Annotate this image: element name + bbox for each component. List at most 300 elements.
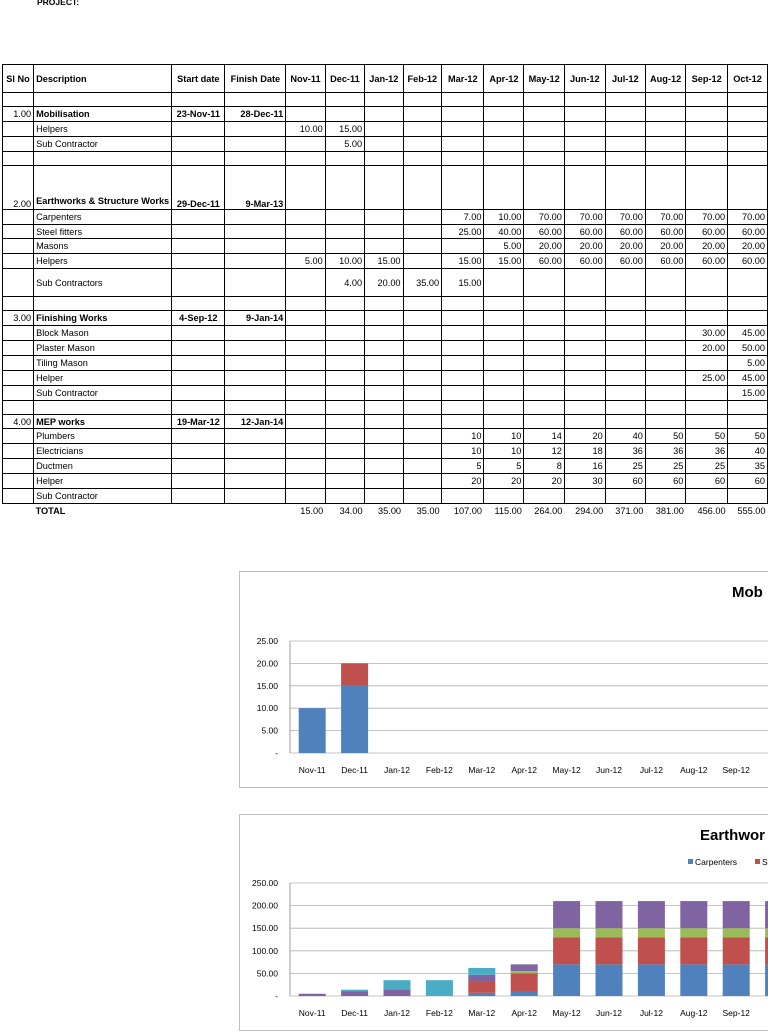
- table-cell: [605, 121, 645, 136]
- table-cell: [172, 151, 225, 165]
- table-row: [3, 414, 768, 429]
- header-row: [3, 65, 768, 93]
- table-cell: 50: [686, 429, 728, 444]
- table-cell: [34, 400, 172, 414]
- table-cell: 4.00: [3, 414, 34, 429]
- x-tick-label: Nov-11: [298, 1008, 326, 1018]
- table-cell: [605, 370, 645, 385]
- table-cell: [225, 459, 286, 474]
- legend-swatch: [688, 859, 693, 864]
- bar: [553, 928, 580, 937]
- column-header: Jan-12: [365, 65, 403, 93]
- table-cell: 36: [645, 444, 685, 459]
- table-cell: [365, 459, 403, 474]
- table-cell: [484, 121, 524, 136]
- table-cell: [172, 93, 225, 107]
- table-cell: 28-Dec-11: [225, 107, 286, 122]
- table-cell: 264.00: [534, 506, 563, 517]
- table-cell: 30.00: [686, 326, 728, 341]
- table-cell: Helper: [34, 474, 172, 489]
- x-tick-label: Aug-12: [680, 765, 708, 775]
- table-cell: [564, 489, 605, 504]
- table-cell: [605, 151, 645, 165]
- bar: [341, 663, 368, 685]
- table-cell: [605, 326, 645, 341]
- table-cell: [325, 297, 364, 311]
- table-cell: 20.00: [524, 239, 564, 254]
- table-cell: [34, 297, 172, 311]
- table-cell: 15.00: [365, 254, 403, 269]
- table-cell: 10.00: [325, 254, 364, 269]
- table-cell: [484, 107, 524, 122]
- table-cell: 60.00: [564, 254, 605, 269]
- table-cell: [286, 400, 325, 414]
- table-cell: [605, 311, 645, 326]
- table-row: [3, 93, 768, 107]
- table-row: [3, 474, 768, 489]
- table-cell: [3, 239, 34, 254]
- x-tick-label: Jan-12: [384, 765, 410, 775]
- table-cell: [225, 341, 286, 356]
- table-row: [3, 151, 768, 165]
- table-cell: [564, 311, 605, 326]
- table-cell: [686, 489, 728, 504]
- table-cell: [564, 341, 605, 356]
- table-cell: [325, 311, 364, 326]
- table-cell: 25: [605, 459, 645, 474]
- table-cell: [442, 239, 484, 254]
- table-cell: 25.00: [442, 224, 484, 239]
- table-cell: [365, 165, 403, 209]
- table-cell: [286, 370, 325, 385]
- table-cell: [605, 341, 645, 356]
- table-cell: 19-Mar-12: [172, 414, 225, 429]
- table-cell: [403, 165, 442, 209]
- table-cell: 60: [728, 474, 768, 489]
- table-cell: 15.00: [325, 121, 364, 136]
- table-cell: [225, 400, 286, 414]
- table-row: [3, 239, 768, 254]
- table-row: [3, 107, 768, 122]
- table-cell: [286, 107, 325, 122]
- bar: [723, 901, 750, 928]
- table-cell: [225, 136, 286, 151]
- table-cell: [325, 414, 364, 429]
- table-cell: [172, 269, 225, 297]
- bar: [596, 937, 623, 964]
- table-cell: 36: [605, 444, 645, 459]
- table-cell: [484, 414, 524, 429]
- column-header: Start date: [172, 65, 225, 93]
- table-cell: 5: [442, 459, 484, 474]
- table-cell: [286, 474, 325, 489]
- table-cell: [645, 414, 685, 429]
- table-cell: 60.00: [645, 224, 685, 239]
- table-cell: [225, 209, 286, 224]
- table-cell: [442, 385, 484, 400]
- table-cell: [325, 444, 364, 459]
- table-cell: 18: [564, 444, 605, 459]
- x-tick-label: Mar-12: [468, 765, 496, 775]
- table-cell: [686, 400, 728, 414]
- table-cell: 45.00: [728, 370, 768, 385]
- table-cell: [484, 136, 524, 151]
- table-cell: [3, 429, 34, 444]
- table-cell: [365, 151, 403, 165]
- table-cell: 20: [524, 474, 564, 489]
- table-cell: Sub Contractor: [34, 385, 172, 400]
- table-cell: [403, 341, 442, 356]
- table-cell: [172, 224, 225, 239]
- table-cell: [365, 297, 403, 311]
- table-cell: [225, 474, 286, 489]
- bar: [723, 964, 750, 996]
- table-cell: 115.00: [494, 506, 522, 517]
- table-cell: [325, 151, 364, 165]
- table-cell: [3, 136, 34, 151]
- table-cell: [442, 355, 484, 370]
- table-cell: [172, 459, 225, 474]
- table-cell: 15.00: [484, 254, 524, 269]
- table-cell: [686, 121, 728, 136]
- column-header: May-12: [524, 65, 564, 93]
- table-cell: 12-Jan-14: [225, 414, 286, 429]
- table-cell: [365, 209, 403, 224]
- bar: [299, 994, 326, 996]
- table-cell: [564, 107, 605, 122]
- table-cell: [484, 400, 524, 414]
- table-cell: [172, 254, 225, 269]
- table-cell: 40: [605, 429, 645, 444]
- table-cell: [442, 414, 484, 429]
- table-row: [3, 297, 768, 311]
- table-cell: [645, 355, 685, 370]
- table-cell: 70.00: [524, 209, 564, 224]
- column-header: Description: [34, 65, 172, 93]
- table-cell: 14: [524, 429, 564, 444]
- table-cell: [403, 239, 442, 254]
- table-cell: [524, 385, 564, 400]
- column-header: Sl No: [3, 65, 34, 93]
- table-cell: [286, 209, 325, 224]
- x-tick-label: Jun-12: [596, 1008, 622, 1018]
- table-cell: Plumbers: [34, 429, 172, 444]
- table-cell: [442, 370, 484, 385]
- table-cell: [3, 209, 34, 224]
- table-cell: [605, 297, 645, 311]
- table-cell: [524, 370, 564, 385]
- table-cell: 23-Nov-11: [172, 107, 225, 122]
- table-cell: [564, 297, 605, 311]
- table-cell: 20.00: [686, 239, 728, 254]
- table-cell: [172, 297, 225, 311]
- table-cell: [564, 136, 605, 151]
- y-tick-label: 20.00: [256, 658, 278, 669]
- table-cell: [365, 489, 403, 504]
- table-cell: [172, 341, 225, 356]
- table-cell: 60: [645, 474, 685, 489]
- table-cell: [645, 326, 685, 341]
- table-cell: [484, 297, 524, 311]
- table-cell: 60.00: [686, 254, 728, 269]
- bar: [553, 964, 580, 996]
- table-cell: [365, 239, 403, 254]
- table-cell: [728, 165, 768, 209]
- bar: [638, 964, 665, 996]
- table-cell: [3, 474, 34, 489]
- table-cell: [286, 269, 325, 297]
- table-cell: 60: [686, 474, 728, 489]
- table-cell: 70.00: [605, 209, 645, 224]
- table-cell: [325, 355, 364, 370]
- table-row: [3, 489, 768, 504]
- table-cell: 5.00: [325, 136, 364, 151]
- table-cell: [728, 297, 768, 311]
- table-cell: 1.00: [3, 107, 34, 122]
- table-cell: [442, 151, 484, 165]
- table-cell: 50.00: [728, 341, 768, 356]
- table-cell: 10: [442, 429, 484, 444]
- table-cell: [3, 326, 34, 341]
- table-cell: [564, 385, 605, 400]
- table-cell: 4.00: [325, 269, 364, 297]
- table-cell: Sub Contractors: [34, 269, 172, 297]
- chart-plot: [240, 572, 768, 787]
- table-cell: 20.00: [365, 269, 403, 297]
- table-cell: [728, 400, 768, 414]
- table-cell: [365, 341, 403, 356]
- table-cell: Mobilisation: [34, 107, 172, 122]
- table-cell: [442, 311, 484, 326]
- table-cell: 7.00: [442, 209, 484, 224]
- table-cell: [403, 121, 442, 136]
- table-cell: [325, 107, 364, 122]
- table-cell: [325, 341, 364, 356]
- table-cell: [325, 385, 364, 400]
- table-cell: [564, 165, 605, 209]
- table-cell: [325, 489, 364, 504]
- table-cell: [645, 121, 685, 136]
- table-cell: [442, 341, 484, 356]
- column-header: Jul-12: [605, 65, 645, 93]
- table-cell: 15.00: [728, 385, 768, 400]
- table-cell: [225, 269, 286, 297]
- table-cell: [286, 385, 325, 400]
- table-cell: [3, 341, 34, 356]
- table-cell: 25: [686, 459, 728, 474]
- table-cell: [645, 311, 685, 326]
- table-cell: [524, 355, 564, 370]
- table-cell: [225, 385, 286, 400]
- table-cell: [728, 311, 768, 326]
- table-cell: Masons: [34, 239, 172, 254]
- bar: [723, 937, 750, 964]
- table-cell: [365, 93, 403, 107]
- legend-label: Carpenters: [695, 857, 738, 867]
- table-cell: [365, 474, 403, 489]
- table-cell: [225, 503, 286, 518]
- table-cell: [728, 121, 768, 136]
- table-cell: [524, 93, 564, 107]
- table-cell: 9-Jan-14: [225, 311, 286, 326]
- table-cell: Finishing Works: [34, 311, 172, 326]
- table-cell: [3, 254, 34, 269]
- table-cell: [3, 93, 34, 107]
- table-cell: [645, 400, 685, 414]
- table-cell: [325, 239, 364, 254]
- table-cell: [225, 370, 286, 385]
- y-tick-label: 150.00: [252, 923, 278, 934]
- table-cell: 10: [484, 429, 524, 444]
- table-cell: [403, 489, 442, 504]
- table-cell: [686, 165, 728, 209]
- table-cell: [645, 107, 685, 122]
- bar: [680, 928, 707, 937]
- table-cell: [484, 151, 524, 165]
- table-cell: Helpers: [34, 254, 172, 269]
- table-cell: 70.00: [686, 209, 728, 224]
- x-tick-label: Mar-12: [468, 1008, 496, 1018]
- chart-plot: [240, 815, 768, 1030]
- table-cell: [225, 355, 286, 370]
- table-cell: 70.00: [645, 209, 685, 224]
- table-cell: 35: [728, 459, 768, 474]
- x-tick-label: May-12: [552, 1008, 581, 1018]
- table-cell: [564, 355, 605, 370]
- bar: [638, 928, 665, 937]
- table-cell: [403, 400, 442, 414]
- table-cell: Earthworks & Structure Works: [34, 165, 172, 209]
- table-cell: [403, 93, 442, 107]
- table-cell: 30: [564, 474, 605, 489]
- table-cell: [286, 151, 325, 165]
- table-cell: 10.00: [484, 209, 524, 224]
- table-cell: 40: [728, 444, 768, 459]
- table-cell: [286, 341, 325, 356]
- table-cell: [524, 341, 564, 356]
- table-cell: 2.00: [3, 165, 34, 209]
- table-cell: 371.00: [615, 506, 644, 517]
- table-cell: [484, 355, 524, 370]
- y-tick-label: 15.00: [256, 680, 278, 691]
- table-cell: 15.00: [442, 269, 484, 297]
- table-cell: [645, 165, 685, 209]
- table-cell: [484, 93, 524, 107]
- table-cell: 15.00: [442, 254, 484, 269]
- bar: [511, 964, 538, 971]
- table-cell: [225, 444, 286, 459]
- table-cell: 60.00: [605, 254, 645, 269]
- table-cell: [728, 107, 768, 122]
- table-cell: 20: [442, 474, 484, 489]
- table-cell: Sub Contractor: [34, 489, 172, 504]
- table-cell: [484, 165, 524, 209]
- table-row: [3, 355, 768, 370]
- table-cell: [286, 429, 325, 444]
- table-cell: [172, 474, 225, 489]
- table-cell: 60.00: [564, 224, 605, 239]
- table-cell: [442, 136, 484, 151]
- table-cell: [286, 414, 325, 429]
- table-cell: [728, 93, 768, 107]
- mobilisation-chart: [239, 571, 768, 788]
- y-tick-label: 10.00: [256, 703, 278, 714]
- table-cell: [605, 489, 645, 504]
- table-cell: [442, 489, 484, 504]
- x-tick-label: Feb-12: [425, 765, 453, 775]
- column-header: Finish Date: [225, 65, 286, 93]
- table-cell: [564, 400, 605, 414]
- table-cell: [225, 254, 286, 269]
- table-cell: [524, 269, 564, 297]
- table-cell: 10.00: [286, 121, 325, 136]
- table-cell: [172, 503, 225, 518]
- table-row: [3, 224, 768, 239]
- table-cell: [484, 489, 524, 504]
- table-row: [3, 165, 768, 209]
- table-cell: [325, 400, 364, 414]
- y-tick-label: 100.00: [252, 945, 278, 956]
- x-tick-label: Dec-11: [341, 1008, 368, 1018]
- table-cell: [286, 459, 325, 474]
- table-cell: [365, 136, 403, 151]
- table-cell: [172, 400, 225, 414]
- table-cell: [286, 311, 325, 326]
- table-row: [3, 311, 768, 326]
- table-cell: 35.00: [403, 269, 442, 297]
- table-cell: 8: [524, 459, 564, 474]
- table-cell: [524, 121, 564, 136]
- table-cell: [172, 429, 225, 444]
- table-cell: [172, 489, 225, 504]
- table-cell: [605, 385, 645, 400]
- table-cell: [564, 370, 605, 385]
- chart-title: Mob: [732, 584, 763, 601]
- table-cell: [325, 429, 364, 444]
- table-cell: 34.00: [339, 506, 363, 517]
- table-cell: [3, 121, 34, 136]
- bar: [596, 901, 623, 928]
- table-cell: [728, 136, 768, 151]
- table-cell: [325, 209, 364, 224]
- table-cell: [484, 385, 524, 400]
- table-cell: [564, 326, 605, 341]
- table-cell: [403, 136, 442, 151]
- table-cell: 60: [605, 474, 645, 489]
- table-cell: [645, 151, 685, 165]
- table-cell: 60.00: [728, 254, 768, 269]
- table-cell: 294.00: [575, 506, 604, 517]
- table-cell: [286, 489, 325, 504]
- x-tick-label: Apr-12: [511, 1008, 537, 1018]
- bar: [468, 968, 495, 975]
- table-row: [3, 370, 768, 385]
- table-row: [3, 269, 768, 297]
- table-cell: 29-Dec-11: [172, 165, 225, 209]
- table-cell: 50: [645, 429, 685, 444]
- table-cell: 5: [484, 459, 524, 474]
- table-cell: [484, 311, 524, 326]
- column-header: Nov-11: [286, 65, 325, 93]
- table-row: [3, 429, 768, 444]
- table-cell: Sub Contractor: [34, 136, 172, 151]
- table-cell: [365, 414, 403, 429]
- table-cell: [728, 151, 768, 165]
- table-cell: [564, 121, 605, 136]
- table-cell: 50: [728, 429, 768, 444]
- chart-title: Earthwor: [700, 827, 766, 844]
- table-cell: [403, 385, 442, 400]
